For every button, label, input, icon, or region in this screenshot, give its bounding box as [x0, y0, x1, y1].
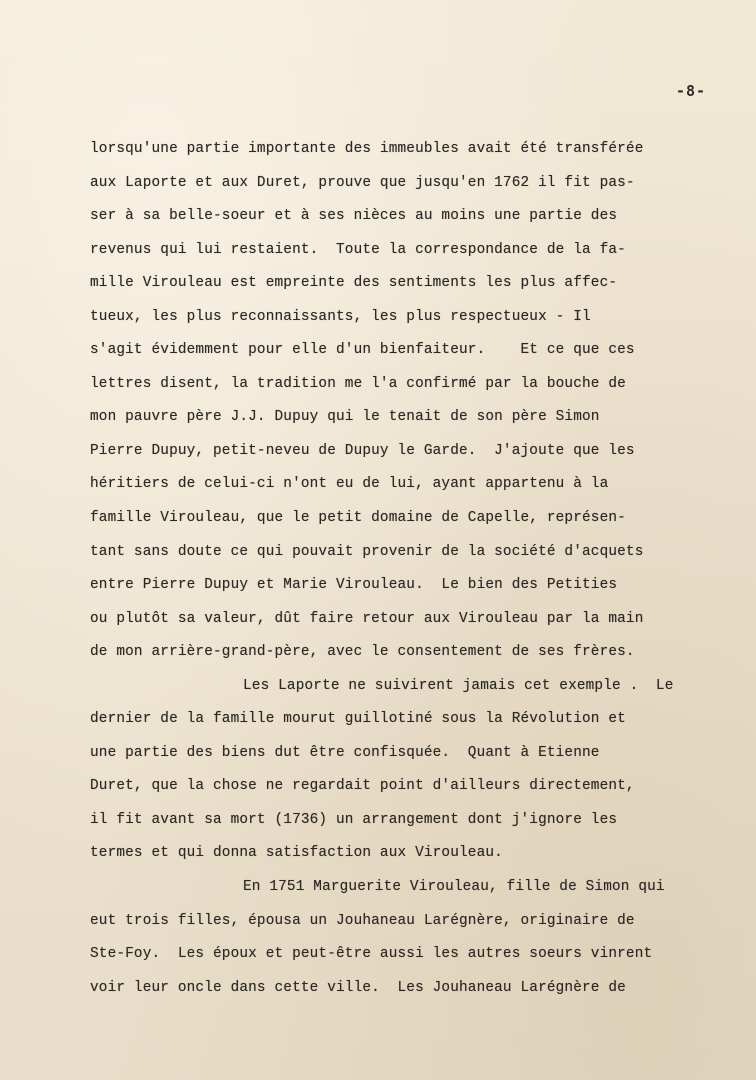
paragraph-start-line: Les Laporte ne suivirent jamais cet exemple . Le [243, 677, 674, 694]
text-line: famille Virouleau, que le petit domaine de Capelle, représen- [90, 510, 626, 527]
text-line: mon pauvre père J.J. Dupuy qui le tenait de son père Simon [90, 409, 600, 426]
text-line: termes et qui donna satisfaction aux Virouleau. [90, 845, 503, 862]
text-line: aux Laporte et aux Duret, prouve que jusqu'en 1762 il fit pas- [90, 174, 635, 191]
text-line: Duret, que la chose ne regardait point d'ailleurs directement, [90, 778, 635, 795]
text-line: Ste-Foy. Les époux et peut-être aussi les autres soeurs vinrent [90, 946, 653, 963]
text-line: tueux, les plus reconnaissants, les plus respectueux - Il [90, 308, 591, 325]
page-number: -8- [676, 82, 707, 100]
text-line: ser à sa belle-soeur et à ses nièces au moins une partie des [90, 208, 618, 225]
text-line: tant sans doute ce qui pouvait provenir de la société d'acquets [90, 543, 644, 560]
text-line: mille Virouleau est empreinte des sentiments les plus affec- [90, 275, 618, 292]
text-line: Pierre Dupuy, petit-neveu de Dupuy le Garde. J'ajoute que les [90, 442, 635, 459]
document-body [90, 133, 720, 1005]
text-line: de mon arrière-grand-père, avec le consentement de ses frères. [90, 644, 635, 661]
text-line: ou plutôt sa valeur, dût faire retour aux Virouleau par la main [90, 610, 644, 627]
text-line: dernier de la famille mourut guillotiné sous la Révolution et [90, 711, 626, 728]
text-line: héritiers de celui-ci n'ont eu de lui, ayant appartenu à la [90, 476, 609, 493]
text-line: voir leur oncle dans cette ville. Les Jouhaneau Larégnère de [90, 979, 626, 996]
text-line: une partie des biens dut être confisquée. Quant à Etienne [90, 744, 600, 761]
text-line: eut trois filles, épousa un Jouhaneau Larégnère, originaire de [90, 912, 635, 929]
text-line: revenus qui lui restaient. Toute la correspondance de la fa- [90, 241, 626, 258]
text-line: lettres disent, la tradition me l'a confirmé par la bouche de [90, 375, 626, 392]
paragraph-start-line: En 1751 Marguerite Virouleau, fille de Simon qui [243, 879, 665, 896]
text-line: entre Pierre Dupuy et Marie Virouleau. Le bien des Petities [90, 577, 618, 594]
text-line: s'agit évidemment pour elle d'un bienfaiteur. Et ce que ces [90, 342, 635, 359]
text-line: lorsqu'une partie importante des immeubles avait été transférée [90, 141, 644, 157]
text-line: il fit avant sa mort (1736) un arrangement dont j'ignore les [90, 811, 618, 828]
